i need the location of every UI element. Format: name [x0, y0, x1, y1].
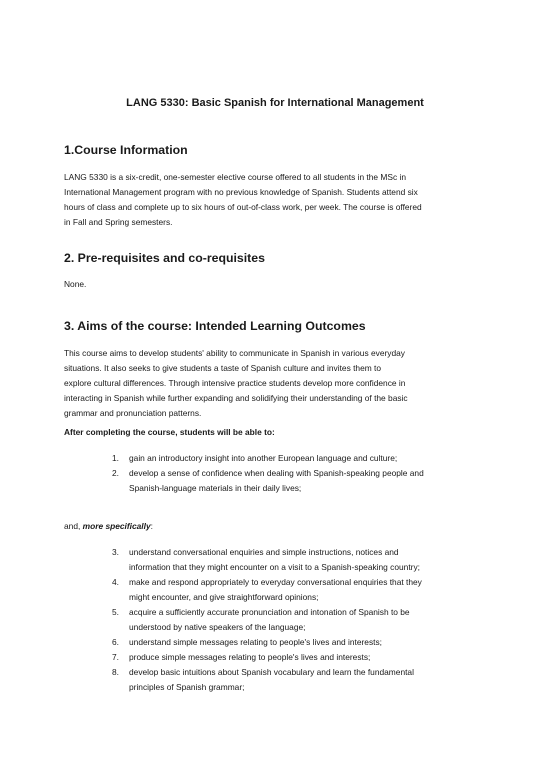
emphasis-more-specifically: more specifically: [82, 521, 151, 531]
outcomes-list-general: [112, 451, 424, 496]
section-heading-prerequisites: 2. Pre-requisites and co-requisites: [64, 251, 265, 265]
paragraph-line: explore cultural differences. Through intensive practice students develop more confidence in: [64, 378, 406, 388]
outcome-item: [112, 575, 422, 605]
paragraph-line: hours of class and complete up to six hours of out-of-class work, per week. The course is offered: [64, 202, 422, 212]
outcome-line: gain an introductory insight into another European language and culture;: [129, 453, 398, 463]
paragraph-line: grammar and pronunciation patterns.: [64, 408, 202, 418]
and-more-specifically: [64, 521, 153, 531]
document-title: LANG 5330: Basic Spanish for International Management: [126, 97, 424, 109]
and-prefix: and,: [64, 521, 83, 531]
prerequisites-paragraph: [64, 277, 494, 292]
outcome-item: [112, 545, 422, 575]
outcome-line: make and respond appropriately to everyday conversational enquiries that they: [129, 577, 422, 587]
outcome-line: produce simple messages relating to people's lives and interests;: [129, 652, 371, 662]
paragraph-line: None.: [64, 279, 87, 289]
outcome-number: 7.: [112, 652, 119, 662]
outcome-line: develop a sense of confidence when dealing with Spanish-speaking people and: [129, 468, 424, 478]
outcome-number: 8.: [112, 667, 119, 677]
outcome-item: [112, 665, 422, 695]
course-information-paragraph: [64, 170, 494, 230]
outcome-line: Spanish-language materials in their daily lives;: [129, 483, 302, 493]
paragraph-line: in Fall and Spring semesters.: [64, 217, 173, 227]
paragraph-line: LANG 5330 is a six-credit, one-semester elective course offered to all students in the MSc in: [64, 172, 406, 182]
outcome-number: 3.: [112, 547, 119, 557]
outcome-number: 5.: [112, 607, 119, 617]
outcomes-lead: After completing the course, students will be able to:: [64, 427, 275, 437]
outcome-item: [112, 605, 422, 635]
outcome-number: 2.: [112, 468, 119, 478]
outcome-line: principles of Spanish grammar;: [129, 682, 245, 692]
outcome-item: [112, 451, 424, 466]
outcome-line: acquire a sufficiently accurate pronunciation and intonation of Spanish to be: [129, 607, 410, 617]
paragraph-line: situations. It also seeks to give students a taste of Spanish culture and invites them to: [64, 363, 382, 373]
paragraph-line: International Management program with no previous knowledge of Spanish. Students attend six: [64, 187, 418, 197]
outcome-number: 6.: [112, 637, 119, 647]
outcomes-list-specific: [112, 545, 422, 695]
outcome-item: [112, 635, 422, 650]
section-heading-course-information: 1.Course Information: [64, 143, 188, 157]
outcome-line: information that they might encounter on a visit to a Spanish-speaking country;: [129, 562, 420, 572]
outcome-item: [112, 466, 424, 496]
outcome-line: understand conversational enquiries and simple instructions, notices and: [129, 547, 399, 557]
and-suffix: :: [150, 521, 153, 531]
outcome-line: might encounter, and give straightforward opinions;: [129, 592, 319, 602]
outcome-line: understood by native speakers of the language;: [129, 622, 306, 632]
outcome-number: 1.: [112, 453, 119, 463]
paragraph-line: This course aims to develop students' ability to communicate in Spanish in various everyday: [64, 348, 405, 358]
outcome-item: [112, 650, 422, 665]
aims-paragraph: [64, 346, 494, 421]
outcome-line: develop basic intuitions about Spanish vocabulary and learn the fundamental: [129, 667, 414, 677]
section-heading-aims: 3. Aims of the course: Intended Learning Outcomes: [64, 319, 366, 333]
outcome-number: 4.: [112, 577, 119, 587]
outcome-line: understand simple messages relating to people's lives and interests;: [129, 637, 382, 647]
paragraph-line: interacting in Spanish while further expanding and solidifying their understanding of the basic: [64, 393, 408, 403]
